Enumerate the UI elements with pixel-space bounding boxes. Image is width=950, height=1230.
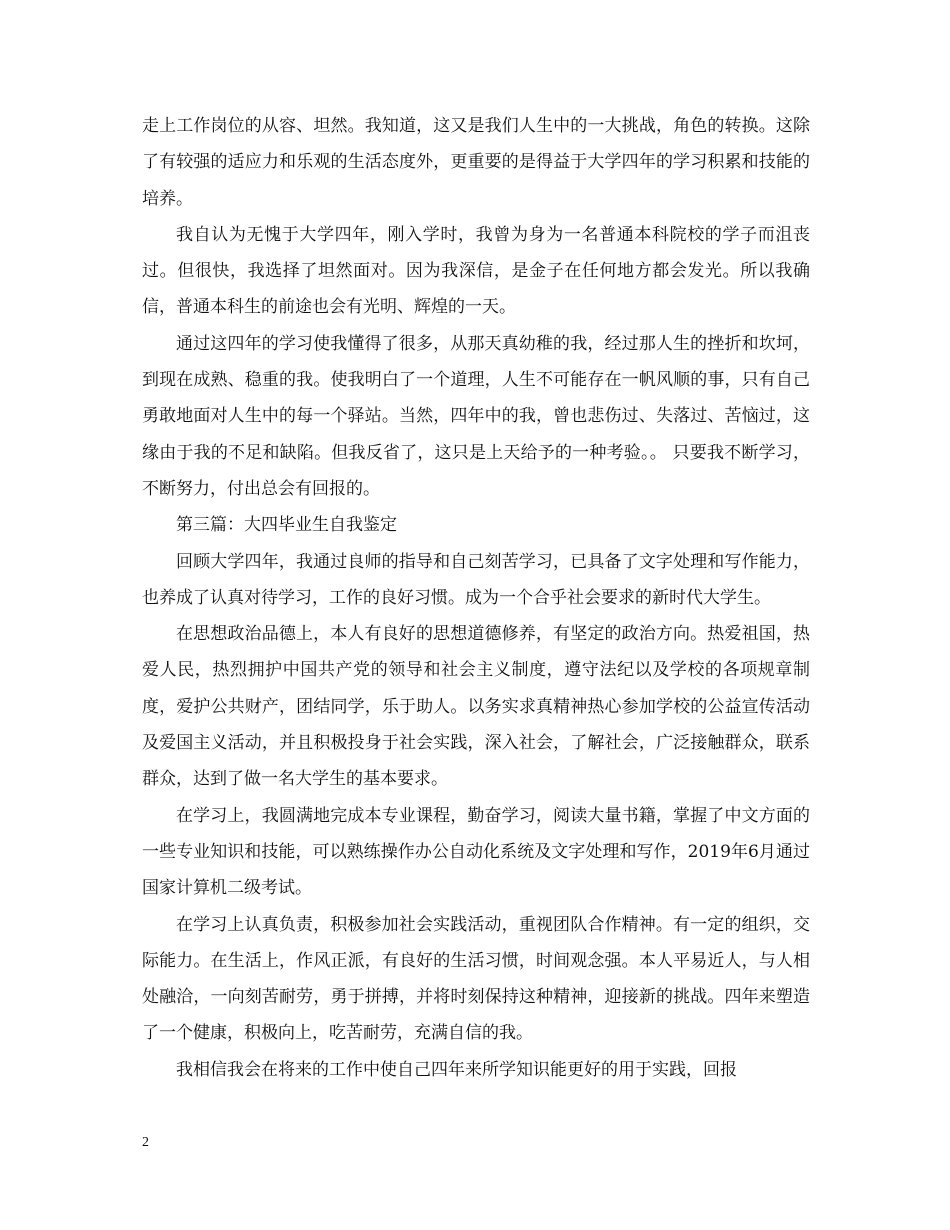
paragraph: 在学习上认真负责，积极参加社会实践活动，重视团队合作精神。有一定的组织，交际能力。在生活上，作风正派，有良好的生活习惯，时间观念强。本人平易近人，与人相处融洽，一向刻苦耐劳，勇于拼搏，并将时刻保持这种精神，迎接新的挑战。四年来塑造了一个健康，积极向上，吃苦耐劳，充满自信的我。 xyxy=(142,914,810,1044)
paragraph: 我自认为无愧于大学四年，刚入学时，我曾为身为一名普通本科院校的学子而沮丧过。但很快，我选择了坦然面对。因为我深信，是金子在任何地方都会发光。所以我确信，普通本科生的前途也会有光明、辉煌的一天。 xyxy=(142,224,810,318)
paragraph: 回顾大学四年，我通过良师的指导和自己刻苦学习，已具备了文字处理和写作能力，也养成了认真对待学习，工作的良好习惯。成为一个合乎社会要求的新时代大学生。 xyxy=(142,551,810,608)
paragraph-continuation: 走上工作岗位的从容、坦然。我知道，这又是我们人生中的一大挑战，角色的转换。这除了有较强的适应力和乐观的生活态度外，更重要的是得益于大学四年的学习积累和技能的培养。 xyxy=(142,116,810,209)
document-body xyxy=(142,108,810,1088)
paragraph: 通过这四年的学习使我懂得了很多，从那天真幼稚的我，经过那人生的挫折和坎坷，到现在成熟、稳重的我。使我明白了一个道理，人生不可能存在一帆风顺的事，只有自己勇敢地面对人生中的每一个驿站。当然，四年中的我，曾也悲伤过、失落过、苦恼过，这缘由于我的不足和缺陷。但我反省了，这只是上天给予的一种考验。。 只要我不断学习，不断努力，付出总会有回报的。 xyxy=(142,333,810,499)
page-number: 2 xyxy=(142,1135,149,1150)
paragraph: 在思想政治品德上，本人有良好的思想道德修养，有坚定的政治方向。热爱祖国，热爱人民，热烈拥护中国共产党的领导和社会主义制度，遵守法纪以及学校的各项规章制度，爱护公共财产，团结同学，乐于助人。以务实求真精神热心参加学校的公益宣传活动及爱国主义活动，并且积极投身于社会实践，深入社会，了解社会，广泛接触群众，联系群众，达到了做一名大学生的基本要求。 xyxy=(142,624,810,790)
paragraph: 我相信我会在将来的工作中使自己四年来所学知识能更好的用于实践，回报 xyxy=(176,1059,737,1080)
paragraph: 在学习上，我圆满地完成本专业课程，勤奋学习，阅读大量书籍，掌握了中文方面的一些专业知识和技能，可以熟练操作办公自动化系统及文字处理和写作，2019年6月通过国家计算机二级考试。 xyxy=(142,805,810,899)
section-heading: 第三篇：大四毕业生自我鉴定 xyxy=(176,515,397,536)
